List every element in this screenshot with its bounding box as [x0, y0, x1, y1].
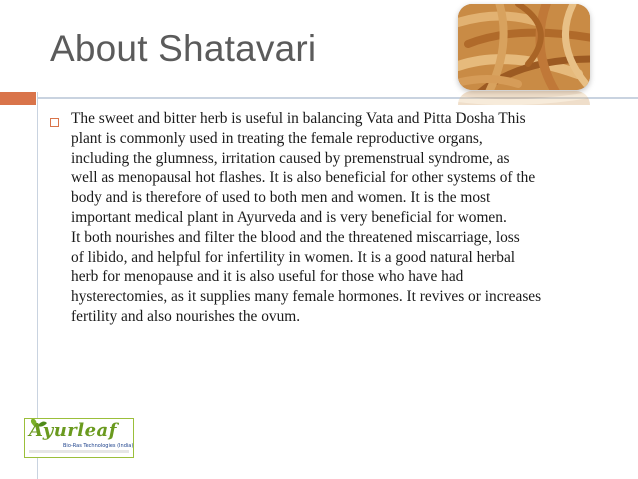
photo-reflection	[458, 91, 590, 105]
body-text	[71, 109, 619, 327]
body-line: hysterectomies, as it supplies many female hormones. It revives or increases	[71, 288, 542, 306]
body-line: important medical plant in Ayurveda and is very beneficial for women.	[71, 208, 507, 226]
shatavari-root-image	[458, 4, 590, 90]
body-line: plant is commonly used in treating the female reproductive organs,	[71, 129, 483, 147]
logo-tagline-strip	[29, 450, 129, 453]
logo-wordmark: Ayurleaf	[29, 420, 117, 441]
body-line: fertility and also nourishes the ovum.	[71, 307, 301, 325]
body-line: of libido, and helpful for infertility in women. It is a good natural herbal	[71, 248, 516, 266]
body-line: including the glumness, irritation caused by premenstrual syndrome, as	[71, 149, 510, 167]
body-line: herb for menopause and it is also useful for those who have had	[71, 268, 464, 286]
ayurleaf-logo	[24, 418, 134, 458]
bullet-icon	[50, 118, 59, 127]
logo-company: Bio-Ras Technologies (India)	[63, 443, 134, 449]
body-line: body and is therefore of used to both men and women. It is the most	[71, 189, 491, 207]
body-line: well as menopausal hot flashes. It is also beneficial for other systems of the	[71, 169, 536, 187]
body-line: The sweet and bitter herb is useful in balancing Vata and Pitta Dosha This	[71, 110, 526, 127]
slide-title: About Shatavari	[50, 28, 317, 69]
accent-bar	[0, 92, 36, 105]
shatavari-root-photo-icon	[458, 4, 590, 90]
body-line: It both nourishes and filter the blood and the threatened miscarriage, loss	[71, 228, 520, 246]
